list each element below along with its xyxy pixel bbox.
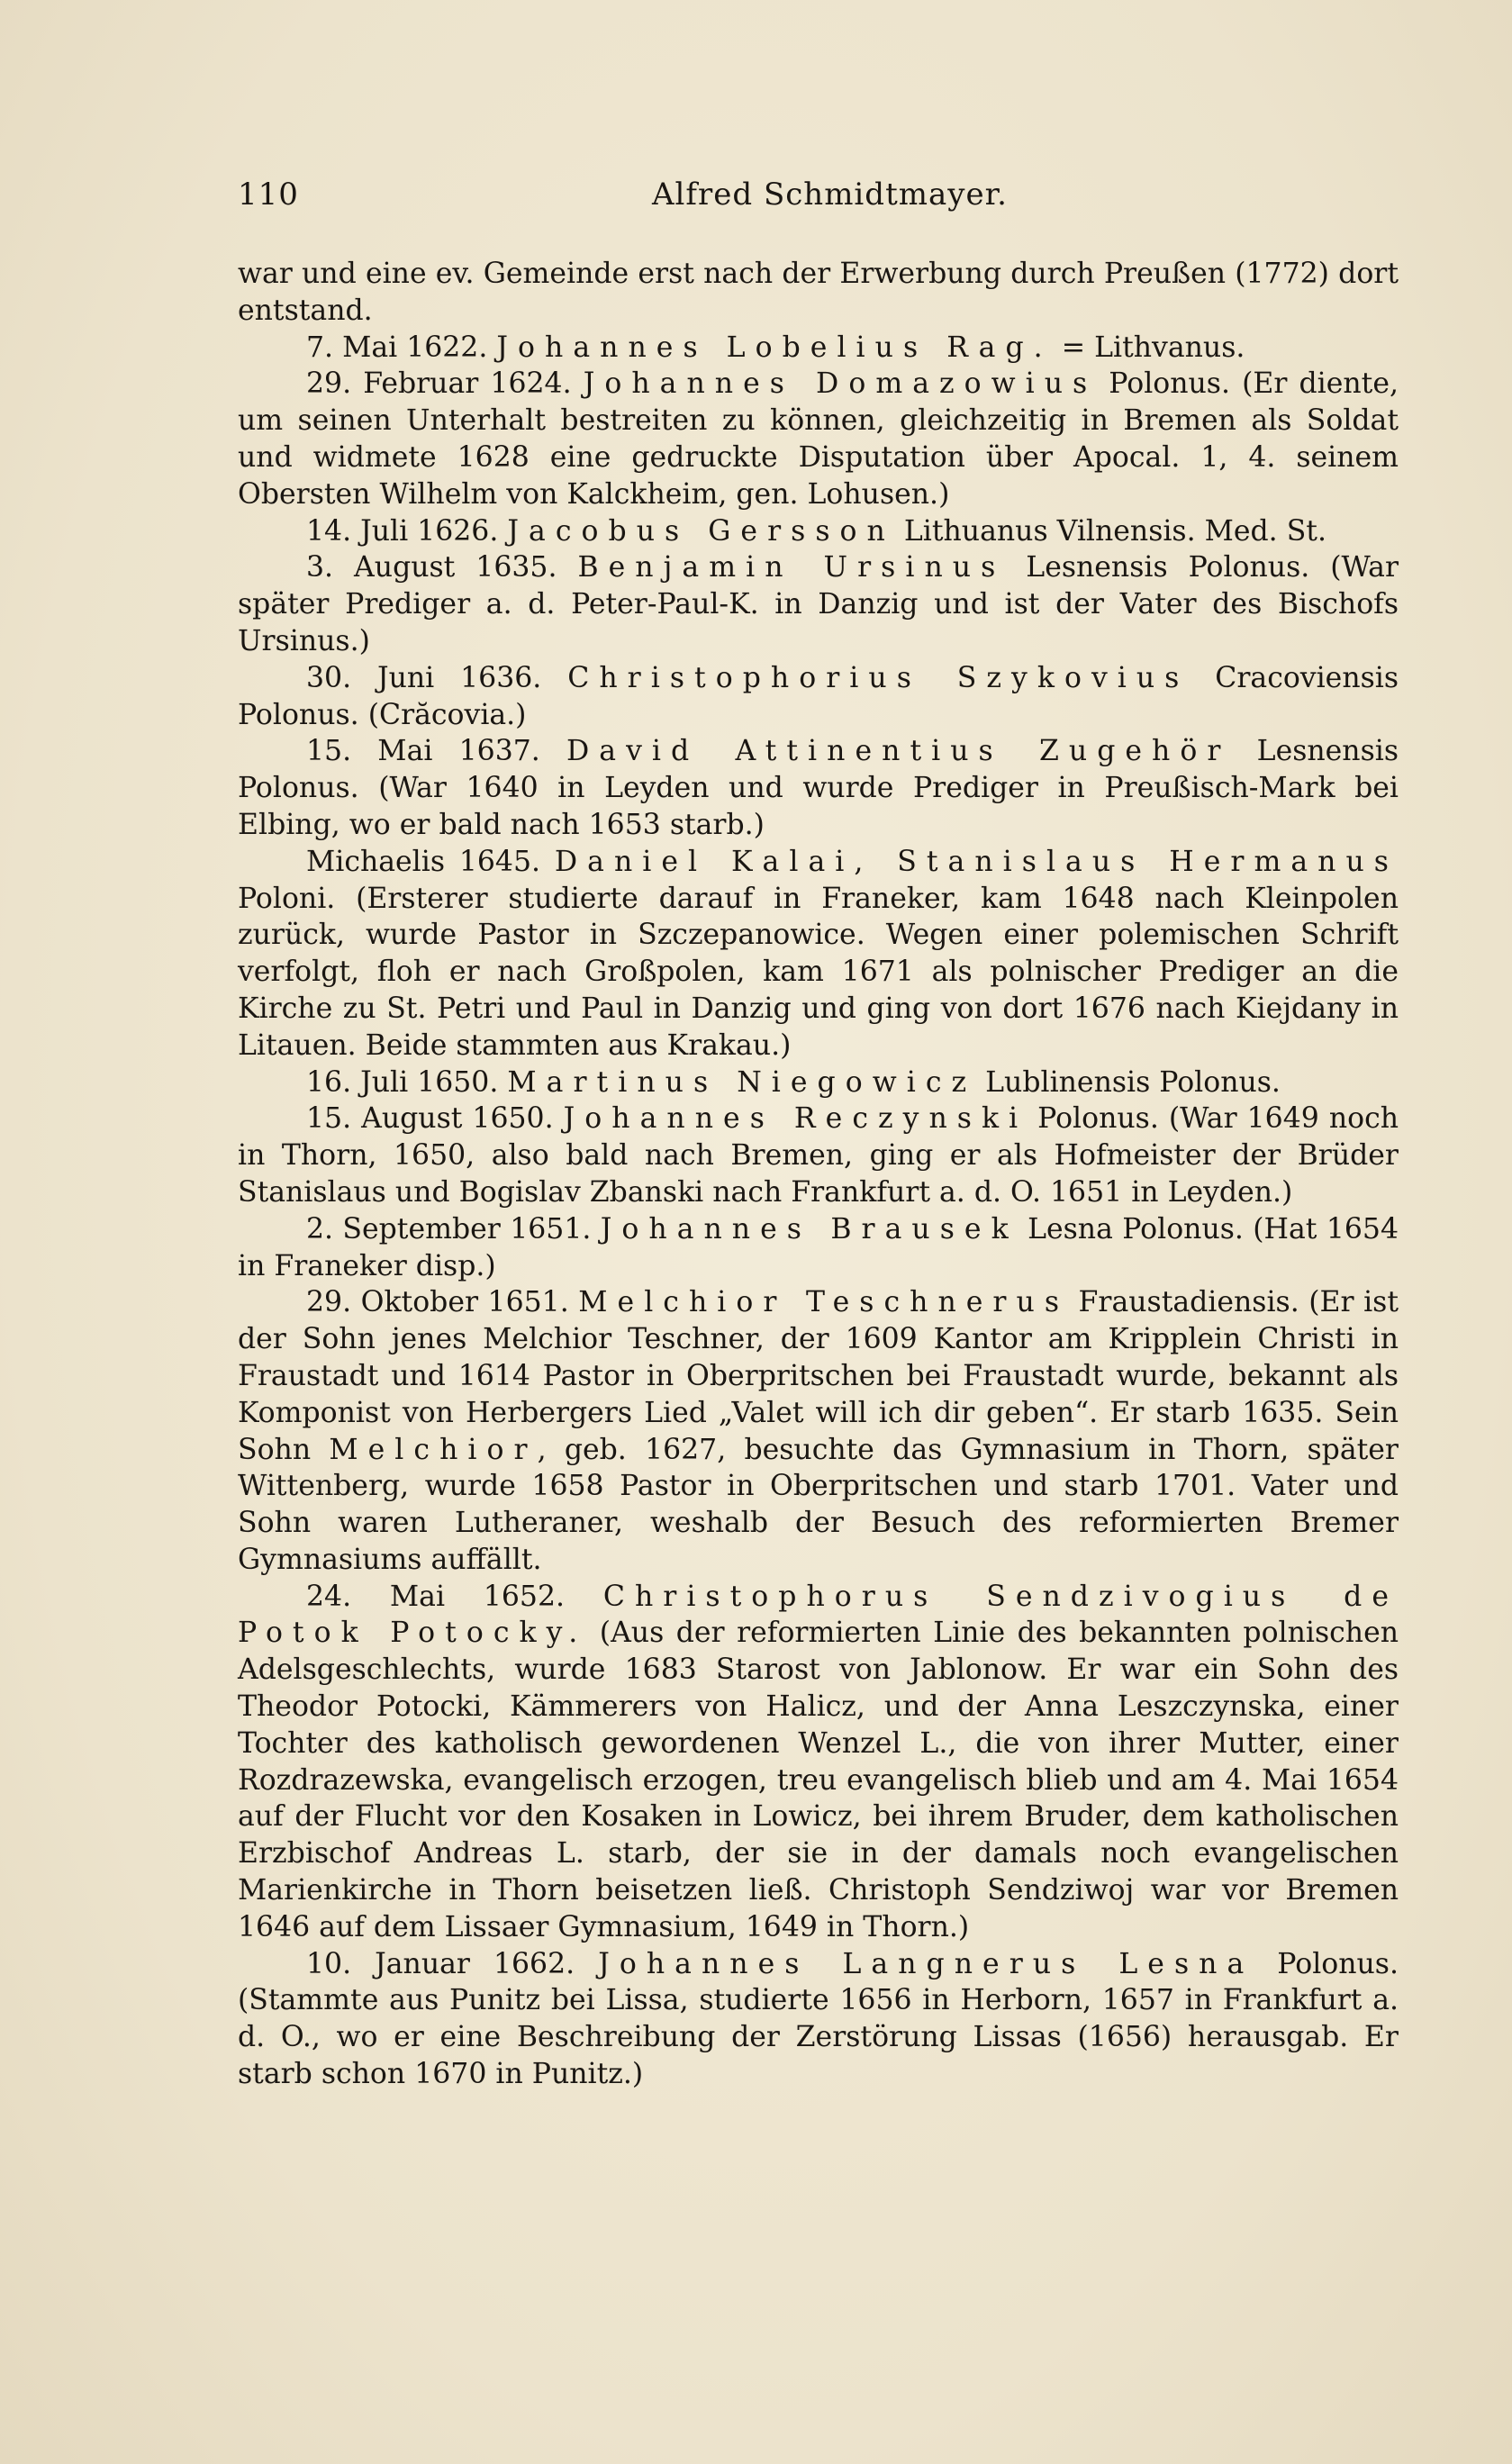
page-number: 110 [238,177,299,213]
person-name: Melchior [329,1433,538,1466]
person-name: Johannes Brausek [600,1212,1019,1246]
entry-1635: 3. August 1635. Benjamin Ursinus Lesnensis Polonus. (War später Prediger a. d. Peter-Paul-K. in Danzig und ist der Vater des Bischofs Ursinus.) [238,551,1399,657]
entry-1624: 29. Februar 1624. Johannes Domazowius Polonus. (Er diente, um seinen Unterhalt bestreiten zu können, gleichzeitig in Bremen als Soldat und widmete 1628 eine gedruckte Disputation über Apocal. 1, 4. seinem Obersten Wilhelm von Kalckheim, gen. Lohusen.) [238,367,1399,511]
person-name: Christophorus Sendzivogius de Potok Potocky. [238,1580,1399,1650]
person-name: Melchior Teschnerus [578,1286,1070,1319]
person-name: Johannes Langnerus Lesna [598,1947,1254,1980]
entry-1652: 24. Mai 1652. Christophorus Sendzivogius de Potok Potocky. (Aus der reformierten Linie des bekannten polnischen Adelsgeschlechts, wurde 1683 Starost von Jablonow. Er war ein Sohn des Theodor Potocki, Kämmerers von Halicz, und der Anna Leszczynska, einer Tochter des katholisch gewordenen Wenzel L., die von ihrer Mutter, einer Rozdrazewska, evangelisch erzogen, treu evangelisch blieb und am 4. Mai 1654 auf der Flucht vor den Kosaken in Lowicz, bei ihrem Bruder, dem katholischen Erzbischof Andreas L. starb, der sie in der damals noch evangelischen Marienkirche in Thorn beisetzen ließ. Christoph Sendziwoj war vor Bremen 1646 auf dem Lissaer Gymnasium, 1649 in Thorn.) [238,1580,1399,1943]
entry-1650-july: 16. Juli 1650. Martinus Niegowicz Lublinensis Polonus. [306,1065,1281,1099]
person-name: Jacobus Gersson [507,514,895,548]
entry-1645: Michaelis 1645. Daniel Kalai, Stanislaus Hermanus Poloni. (Ersterer studierte darauf in Franeker, kam 1648 nach Kleinpolen zurück, wurde Pastor in Szczepanowice. Wegen einer polemischen Schrift verfolgt, floh er nach Großpolen, kam 1671 als polnischer Prediger an die Kirche zu St. Petri und Paul in Danzig und ging von dort 1676 nach Kiejdany in Litauen. Beide stammten aus Krakau.) [238,845,1399,1062]
person-name: David Attinentius Zugehör [566,735,1231,768]
entry-1650-august: 15. August 1650. Johannes Reczynski Polonus. (War 1649 noch in Thorn, 1650, also bald nach Bremen, ging er als Hofmeister der Brüder Stanislaus und Bogislav Zbanski nach Frankfurt a. d. O. 1651 in Leyden.) [238,1102,1399,1209]
person-name: Benjamin Ursinus [577,551,1006,584]
entry-1636: 30. Juni 1636. Christophorius Szykovius Cracoviensis Polonus. (Crăcovia.) [238,661,1399,731]
running-header [238,177,1399,213]
entry-1626: 14. Juli 1626. Jacobus Gersson Lithuanus Vilnensis. Med. St. [306,514,1326,548]
person-name: Daniel Kalai, Stanislaus Hermanus [554,845,1399,878]
person-name: Johannes Lobelius Rag. [496,331,1053,364]
person-name: Martinus Niegowicz [507,1065,977,1099]
entry-1622: 7. Mai 1622. Johannes Lobelius Rag. = Lithvanus. [306,331,1245,364]
person-name: Johannes Domazowius [583,367,1098,401]
entry-1651-october: 29. Oktober 1651. Melchior Teschnerus Fraustadiensis. (Er ist der Sohn jenes Melchior Teschner, der 1609 Kantor am Kripplein Christi in Fraustadt und 1614 Pastor in Oberpritschen bei Fraustadt wurde, bekannt als Komponist von Herbergers Lied „Valet will ich dir geben“. Er starb 1635. Sein Sohn Melchior, geb. 1627, besuchte das Gymnasium in Thorn, später Wittenberg, wurde 1658 Pastor in Oberpritschen und starb 1701. Vater und Sohn waren Lutheraner, weshalb der Besuch des reformierten Bremer Gymnasiums auffällt. [238,1286,1399,1576]
person-name: Johannes Reczynski [563,1102,1028,1136]
entry-1662: 10. Januar 1662. Johannes Langnerus Lesna Polonus. (Stammte aus Punitz bei Lissa, studierte 1656 in Herborn, 1657 in Frankfurt a. d. O., wo er eine Beschreibung der Zerstörung Lissas (1656) herausgab. Er starb schon 1670 in Punitz.) [238,1947,1399,2091]
paragraph-intro: war und eine ev. Gemeinde erst nach der Erwerbung durch Preußen (1772) dort entstand. [238,258,1399,327]
person-name: Christophorius Szykovius [567,661,1190,694]
page-body [238,256,1399,2093]
running-title: Alfred Schmidtmayer. [652,177,1008,213]
entry-1651-september: 2. September 1651. Johannes Brausek Lesna Polonus. (Hat 1654 in Franeker disp.) [238,1212,1399,1282]
entry-1637: 15. Mai 1637. David Attinentius Zugehör Lesnensis Polonus. (War 1640 in Leyden und wurde Prediger in Preußisch-Mark bei Elbing, wo er bald nach 1653 starb.) [238,735,1399,841]
